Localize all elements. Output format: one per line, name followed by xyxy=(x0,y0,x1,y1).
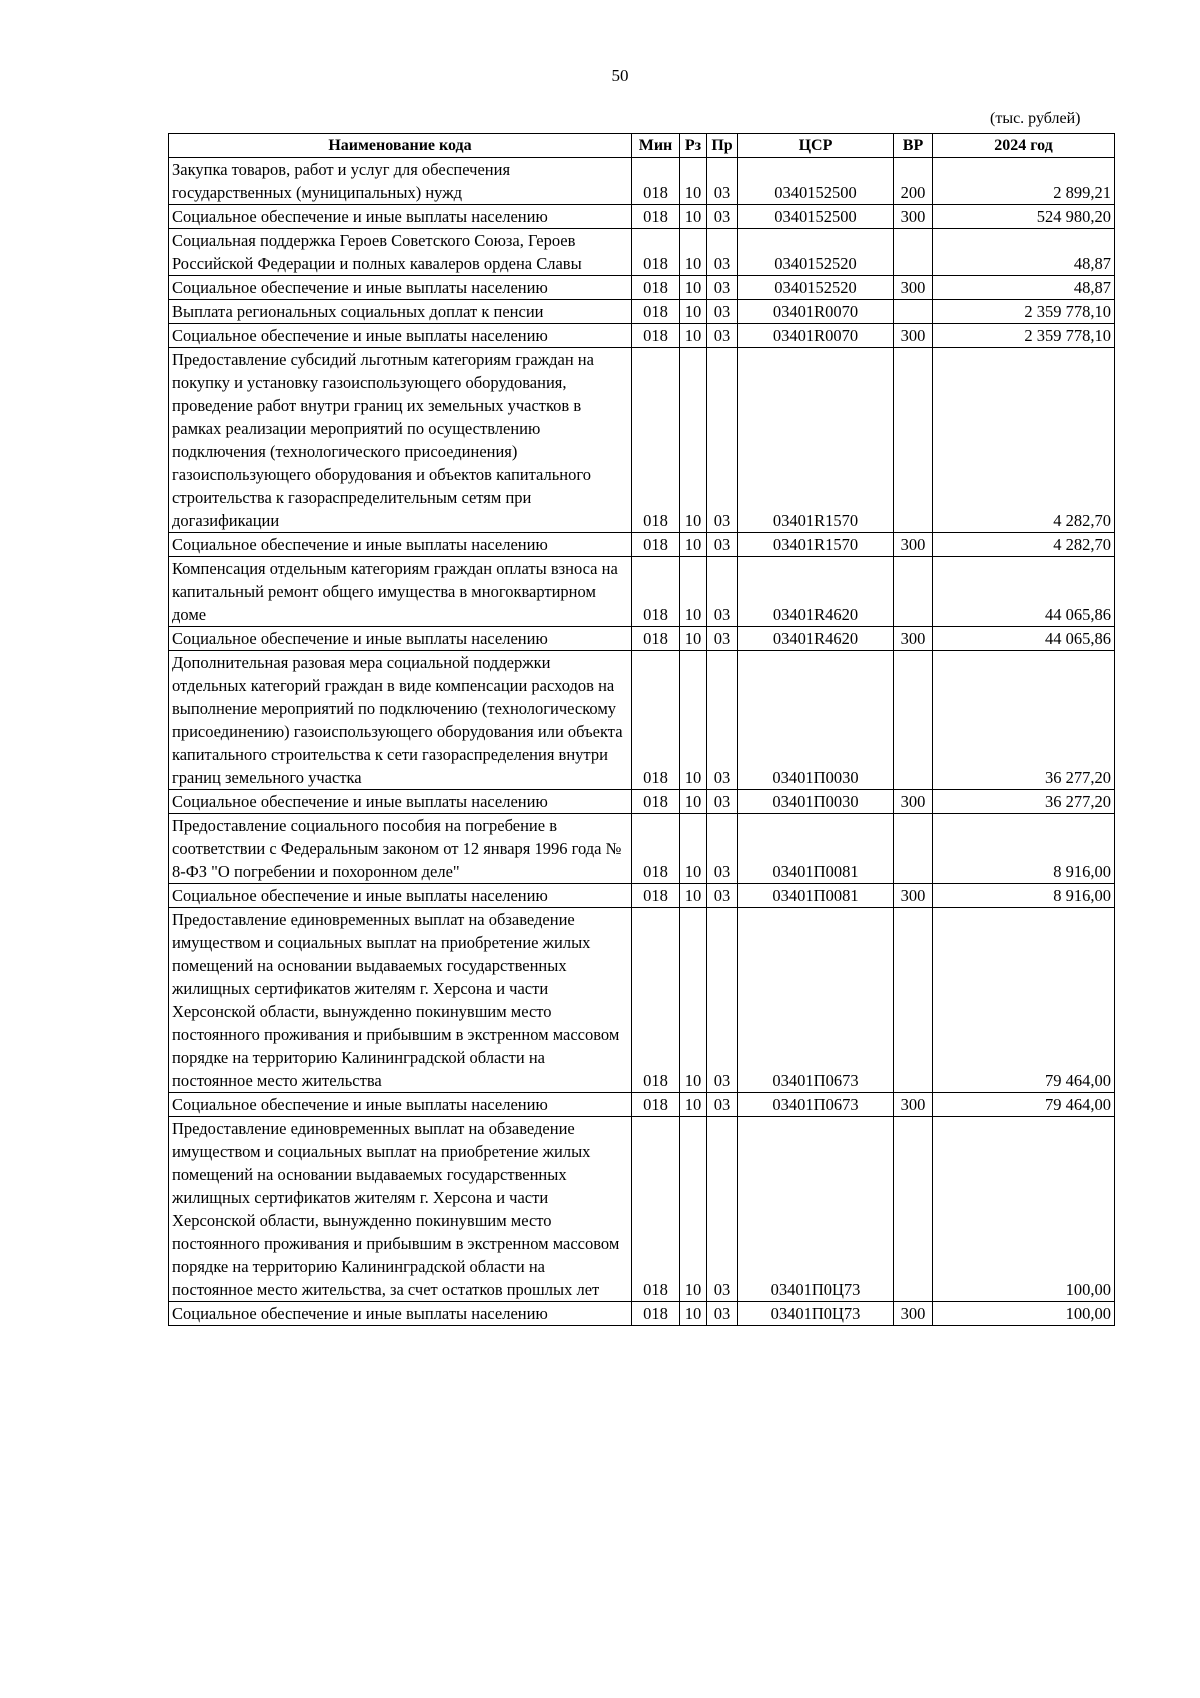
cell-rz: 10 xyxy=(680,627,707,651)
cell-min: 018 xyxy=(632,557,680,627)
budget-table xyxy=(168,133,1115,1326)
cell-rz: 10 xyxy=(680,790,707,814)
cell-csr: 03401П0030 xyxy=(738,790,894,814)
cell-name: Предоставление социального пособия на погребение в соответствии с Федеральным законом от 12 января 1996 года № 8-ФЗ "О погребении и похоронном деле" xyxy=(169,814,632,884)
cell-vr xyxy=(894,908,933,1093)
cell-rz: 10 xyxy=(680,276,707,300)
cell-amount: 2 899,21 xyxy=(933,158,1115,205)
cell-rz: 10 xyxy=(680,557,707,627)
table-row xyxy=(169,229,1115,276)
table-row xyxy=(169,300,1115,324)
page-number: 50 xyxy=(611,66,629,85)
cell-pr: 03 xyxy=(707,300,738,324)
cell-pr: 03 xyxy=(707,533,738,557)
cell-amount: 36 277,20 xyxy=(933,651,1115,790)
cell-name: Социальное обеспечение и иные выплаты населению xyxy=(169,1093,632,1117)
table-row xyxy=(169,627,1115,651)
cell-amount: 4 282,70 xyxy=(933,348,1115,533)
cell-amount: 48,87 xyxy=(933,229,1115,276)
header-pr: Пр xyxy=(707,134,738,158)
cell-csr: 03401R4620 xyxy=(738,557,894,627)
cell-pr: 03 xyxy=(707,324,738,348)
cell-min: 018 xyxy=(632,627,680,651)
cell-rz: 10 xyxy=(680,300,707,324)
cell-csr: 03401П0Ц73 xyxy=(738,1302,894,1326)
cell-name: Предоставление единовременных выплат на обзаведение имуществом и социальных выплат на приобретение жилых помещений на основании выдаваемых государственных жилищных сертификатов жителям г. Херсона и части Херсонской области, вынужденно покинувшим место постоянного проживания и прибывшим в экстренном массовом порядке на территорию Калининградской области на постоянное место жительства xyxy=(169,908,632,1093)
cell-name: Социальное обеспечение и иные выплаты населению xyxy=(169,790,632,814)
cell-csr: 03401R1570 xyxy=(738,533,894,557)
cell-vr: 300 xyxy=(894,533,933,557)
cell-rz: 10 xyxy=(680,533,707,557)
cell-pr: 03 xyxy=(707,908,738,1093)
cell-name: Социальное обеспечение и иные выплаты населению xyxy=(169,884,632,908)
cell-rz: 10 xyxy=(680,1302,707,1326)
cell-amount: 2 359 778,10 xyxy=(933,300,1115,324)
cell-csr: 03401П0081 xyxy=(738,884,894,908)
cell-vr xyxy=(894,557,933,627)
cell-pr: 03 xyxy=(707,158,738,205)
header-vr: ВР xyxy=(894,134,933,158)
cell-min: 018 xyxy=(632,158,680,205)
cell-csr: 0340152520 xyxy=(738,276,894,300)
cell-pr: 03 xyxy=(707,1093,738,1117)
cell-rz: 10 xyxy=(680,348,707,533)
cell-vr: 300 xyxy=(894,627,933,651)
cell-csr: 03401R0070 xyxy=(738,324,894,348)
cell-name: Дополнительная разовая мера социальной поддержки отдельных категорий граждан в виде компенсации расходов на выполнение мероприятий по подключению (технологическому присоединению) газоиспользующего оборудования или объекта капитального строительства к сети газораспределения внутри границ земельного участка xyxy=(169,651,632,790)
cell-csr: 03401П0673 xyxy=(738,1093,894,1117)
cell-min: 018 xyxy=(632,533,680,557)
cell-amount: 44 065,86 xyxy=(933,557,1115,627)
cell-name: Выплата региональных социальных доплат к пенсии xyxy=(169,300,632,324)
cell-pr: 03 xyxy=(707,348,738,533)
table-row xyxy=(169,884,1115,908)
cell-csr: 03401R4620 xyxy=(738,627,894,651)
cell-min: 018 xyxy=(632,790,680,814)
cell-amount: 8 916,00 xyxy=(933,884,1115,908)
header-csr: ЦСР xyxy=(738,134,894,158)
cell-rz: 10 xyxy=(680,1093,707,1117)
cell-pr: 03 xyxy=(707,205,738,229)
units-label: (тыс. рублей) xyxy=(990,110,1081,127)
cell-pr: 03 xyxy=(707,229,738,276)
cell-pr: 03 xyxy=(707,790,738,814)
cell-amount: 48,87 xyxy=(933,276,1115,300)
cell-vr: 300 xyxy=(894,205,933,229)
table-row xyxy=(169,790,1115,814)
cell-amount: 36 277,20 xyxy=(933,790,1115,814)
cell-amount: 44 065,86 xyxy=(933,627,1115,651)
cell-vr: 300 xyxy=(894,324,933,348)
cell-name: Социальное обеспечение и иные выплаты населению xyxy=(169,205,632,229)
cell-csr: 03401П0673 xyxy=(738,908,894,1093)
cell-vr: 300 xyxy=(894,1093,933,1117)
cell-min: 018 xyxy=(632,814,680,884)
table-header-row xyxy=(169,134,1115,158)
cell-rz: 10 xyxy=(680,229,707,276)
cell-min: 018 xyxy=(632,1302,680,1326)
table-row xyxy=(169,651,1115,790)
cell-pr: 03 xyxy=(707,627,738,651)
cell-csr: 03401П0081 xyxy=(738,814,894,884)
cell-amount: 8 916,00 xyxy=(933,814,1115,884)
cell-name: Социальное обеспечение и иные выплаты населению xyxy=(169,324,632,348)
cell-rz: 10 xyxy=(680,884,707,908)
header-rz: Рз xyxy=(680,134,707,158)
cell-rz: 10 xyxy=(680,158,707,205)
cell-rz: 10 xyxy=(680,651,707,790)
cell-min: 018 xyxy=(632,300,680,324)
cell-min: 018 xyxy=(632,1117,680,1302)
table-body xyxy=(169,158,1115,1326)
cell-min: 018 xyxy=(632,229,680,276)
cell-pr: 03 xyxy=(707,814,738,884)
cell-name: Предоставление субсидий льготным категориям граждан на покупку и установку газоиспользующего оборудования, проведение работ внутри границ их земельных участков в рамках реализации мероприятий по осуществлению подключения (технологического присоединения) газоиспользующего оборудования и объектов капитального строительства к газораспределительным сетям при догазификации xyxy=(169,348,632,533)
cell-amount: 100,00 xyxy=(933,1302,1115,1326)
cell-rz: 10 xyxy=(680,324,707,348)
cell-name: Социальное обеспечение и иные выплаты населению xyxy=(169,1302,632,1326)
header-name: Наименование кода xyxy=(169,134,632,158)
cell-min: 018 xyxy=(632,651,680,790)
cell-amount: 100,00 xyxy=(933,1117,1115,1302)
cell-csr: 03401R0070 xyxy=(738,300,894,324)
cell-pr: 03 xyxy=(707,651,738,790)
cell-rz: 10 xyxy=(680,1117,707,1302)
table-row xyxy=(169,814,1115,884)
cell-pr: 03 xyxy=(707,1117,738,1302)
cell-min: 018 xyxy=(632,348,680,533)
cell-rz: 10 xyxy=(680,908,707,1093)
table-row xyxy=(169,276,1115,300)
cell-pr: 03 xyxy=(707,557,738,627)
table-row xyxy=(169,533,1115,557)
cell-min: 018 xyxy=(632,1093,680,1117)
cell-name: Предоставление единовременных выплат на обзаведение имуществом и социальных выплат на приобретение жилых помещений на основании выдаваемых государственных жилищных сертификатов жителям г. Херсона и части Херсонской области, вынужденно покинувшим место постоянного проживания и прибывшим в экстренном массовом порядке на территорию Калининградской области на постоянное место жительства, за счет остатков прошлых лет xyxy=(169,1117,632,1302)
cell-name: Социальное обеспечение и иные выплаты населению xyxy=(169,276,632,300)
cell-pr: 03 xyxy=(707,884,738,908)
cell-amount: 4 282,70 xyxy=(933,533,1115,557)
cell-vr: 300 xyxy=(894,1302,933,1326)
cell-csr: 0340152500 xyxy=(738,158,894,205)
cell-name: Социальное обеспечение и иные выплаты населению xyxy=(169,533,632,557)
cell-vr xyxy=(894,229,933,276)
cell-vr xyxy=(894,348,933,533)
table-row xyxy=(169,348,1115,533)
header-year: 2024 год xyxy=(933,134,1115,158)
cell-min: 018 xyxy=(632,276,680,300)
cell-csr: 0340152500 xyxy=(738,205,894,229)
cell-name: Закупка товаров, работ и услуг для обеспечения государственных (муниципальных) нужд xyxy=(169,158,632,205)
cell-min: 018 xyxy=(632,205,680,229)
cell-csr: 03401П0030 xyxy=(738,651,894,790)
cell-pr: 03 xyxy=(707,276,738,300)
cell-vr xyxy=(894,651,933,790)
table-row xyxy=(169,324,1115,348)
cell-vr: 200 xyxy=(894,158,933,205)
cell-amount: 79 464,00 xyxy=(933,908,1115,1093)
cell-name: Социальное обеспечение и иные выплаты населению xyxy=(169,627,632,651)
table-row xyxy=(169,1302,1115,1326)
cell-pr: 03 xyxy=(707,1302,738,1326)
cell-min: 018 xyxy=(632,324,680,348)
table-row xyxy=(169,1093,1115,1117)
table-row xyxy=(169,908,1115,1093)
header-min: Мин xyxy=(632,134,680,158)
cell-name: Компенсация отдельным категориям граждан оплаты взноса на капитальный ремонт общего имущества в многоквартирном доме xyxy=(169,557,632,627)
cell-amount: 524 980,20 xyxy=(933,205,1115,229)
cell-vr xyxy=(894,300,933,324)
table-row xyxy=(169,205,1115,229)
cell-amount: 79 464,00 xyxy=(933,1093,1115,1117)
cell-csr: 0340152520 xyxy=(738,229,894,276)
cell-amount: 2 359 778,10 xyxy=(933,324,1115,348)
table-row xyxy=(169,158,1115,205)
cell-rz: 10 xyxy=(680,205,707,229)
cell-min: 018 xyxy=(632,908,680,1093)
cell-vr: 300 xyxy=(894,884,933,908)
table-row xyxy=(169,1117,1115,1302)
table-row xyxy=(169,557,1115,627)
cell-vr xyxy=(894,814,933,884)
cell-vr: 300 xyxy=(894,276,933,300)
cell-rz: 10 xyxy=(680,814,707,884)
cell-csr: 03401R1570 xyxy=(738,348,894,533)
cell-min: 018 xyxy=(632,884,680,908)
cell-name: Социальная поддержка Героев Советского Союза, Героев Российской Федерации и полных кавалеров ордена Славы xyxy=(169,229,632,276)
cell-csr: 03401П0Ц73 xyxy=(738,1117,894,1302)
cell-vr xyxy=(894,1117,933,1302)
cell-vr: 300 xyxy=(894,790,933,814)
